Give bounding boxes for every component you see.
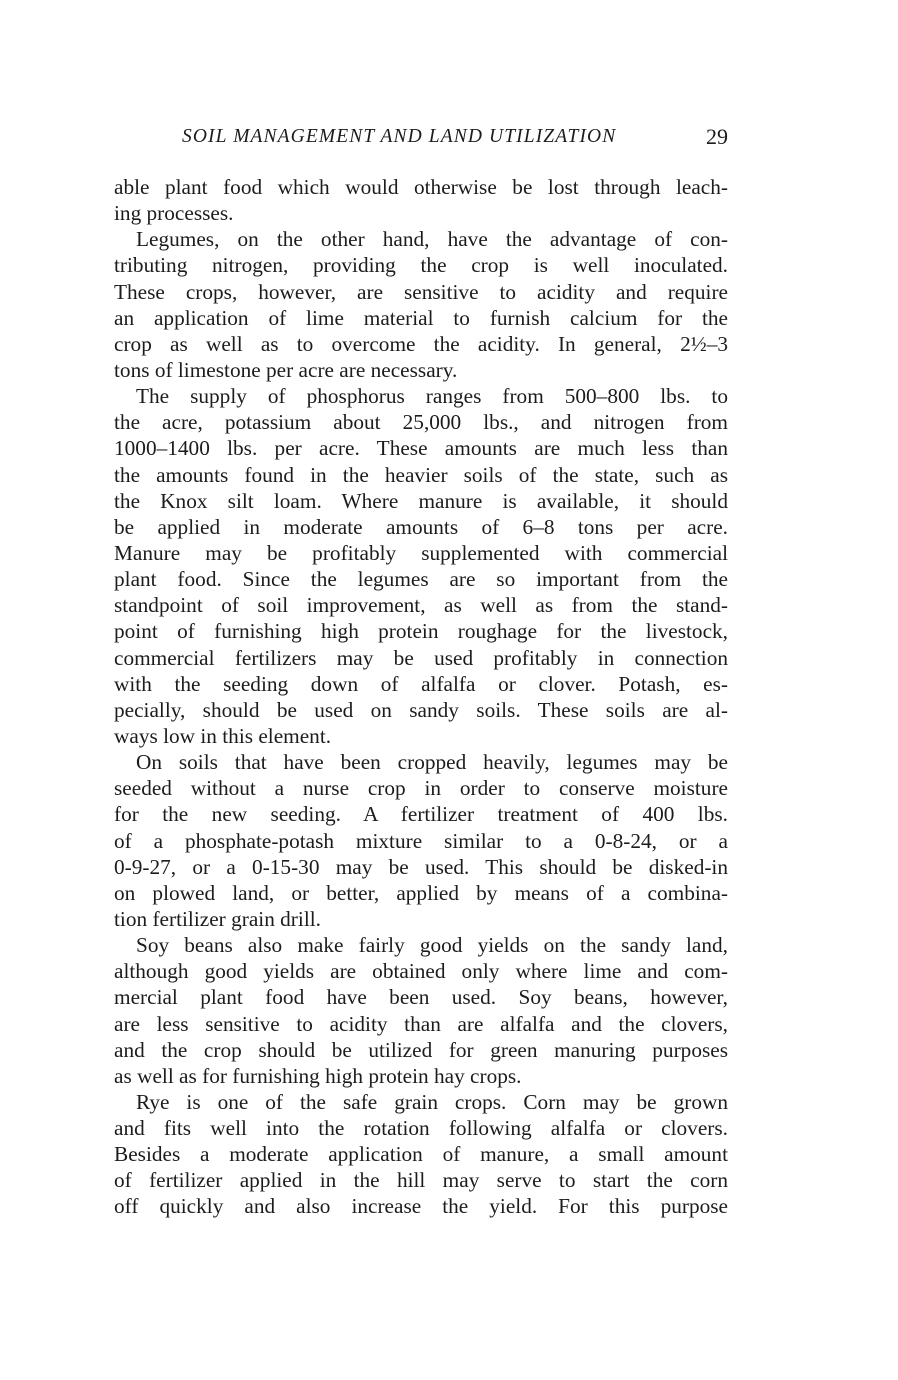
text-line: on plowed land, or better, applied by means of a combina-: [114, 880, 728, 905]
text-line: tons of limestone per acre are necessary.: [114, 357, 458, 382]
text-line: as well as for furnishing high protein hay crops.: [114, 1063, 522, 1088]
page-number: 29: [706, 124, 728, 149]
text-line: are less sensitive to acidity than are alfalfa and the clovers,: [114, 1011, 728, 1036]
text-line: an application of lime material to furnish calcium for the: [114, 305, 728, 330]
paragraph: [114, 749, 728, 932]
paragraph: [114, 226, 728, 383]
paragraph: [114, 383, 728, 749]
paragraph: [114, 1089, 728, 1220]
text-line: ing processes.: [114, 201, 234, 226]
paragraph: [114, 174, 728, 226]
paragraph: [114, 932, 728, 1089]
text-line: standpoint of soil improvement, as well as from the stand-: [114, 593, 728, 618]
text-line: tributing nitrogen, providing the crop is well inoculated.: [114, 253, 728, 278]
text-line: the amounts found in the heavier soils of the state, such as: [114, 462, 728, 487]
body-text: [114, 174, 728, 1220]
text-line: Besides a moderate application of manure, a small amount: [114, 1142, 728, 1167]
text-line: and the crop should be utilized for green manuring purposes: [114, 1037, 728, 1062]
text-line: pecially, should be used on sandy soils. These soils are al-: [114, 697, 728, 722]
text-line: point of furnishing high protein roughage for the livestock,: [114, 619, 728, 644]
text-line: the acre, potassium about 25,000 lbs., and nitrogen from: [114, 410, 728, 435]
text-line: seeded without a nurse crop in order to conserve moisture: [114, 776, 728, 801]
text-line: ways low in this element.: [114, 723, 332, 748]
text-line: of fertilizer applied in the hill may serve to start the corn: [114, 1168, 728, 1193]
text-line: be applied in moderate amounts of 6–8 tons per acre.: [114, 514, 728, 539]
text-line: Legumes, on the other hand, have the advantage of con-: [136, 227, 728, 252]
text-line: able plant food which would otherwise be lost through leach-: [114, 175, 728, 199]
text-line: the Knox silt loam. Where manure is available, it should: [114, 488, 728, 513]
text-line: although good yields are obtained only where lime and com-: [114, 959, 728, 984]
text-line: and fits well into the rotation following alfalfa or clovers.: [114, 1116, 728, 1141]
text-line: 1000–1400 lbs. per acre. These amounts are much less than: [114, 436, 728, 461]
text-line: tion fertilizer grain drill.: [114, 906, 321, 931]
running-head: [114, 124, 728, 154]
text-line: On soils that have been cropped heavily, legumes may be: [136, 750, 728, 775]
text-line: Manure may be profitably supplemented with commercial: [114, 540, 728, 565]
text-line: mercial plant food have been used. Soy beans, however,: [114, 985, 728, 1010]
text-line: off quickly and also increase the yield. For this purpose: [114, 1194, 728, 1219]
running-title: SOIL MANAGEMENT AND LAND UTILIZATION: [182, 126, 617, 147]
text-line: of a phosphate-potash mixture similar to a 0-8-24, or a: [114, 828, 728, 853]
text-line: commercial fertilizers may be used profitably in connection: [114, 645, 728, 670]
text-line: with the seeding down of alfalfa or clover. Potash, es-: [114, 671, 728, 696]
text-line: for the new seeding. A fertilizer treatment of 400 lbs.: [114, 802, 728, 827]
text-line: Soy beans also make fairly good yields on the sandy land,: [136, 933, 728, 958]
text-line: plant food. Since the legumes are so important from the: [114, 567, 728, 592]
text-line: Rye is one of the safe grain crops. Corn may be grown: [136, 1089, 728, 1114]
text-line: 0-9-27, or a 0-15-30 may be used. This should be disked-in: [114, 854, 728, 879]
text-line: These crops, however, are sensitive to acidity and require: [114, 279, 728, 304]
text-line: crop as well as to overcome the acidity. In general, 2½–3: [114, 331, 728, 356]
text-line: The supply of phosphorus ranges from 500–800 lbs. to: [136, 384, 728, 409]
